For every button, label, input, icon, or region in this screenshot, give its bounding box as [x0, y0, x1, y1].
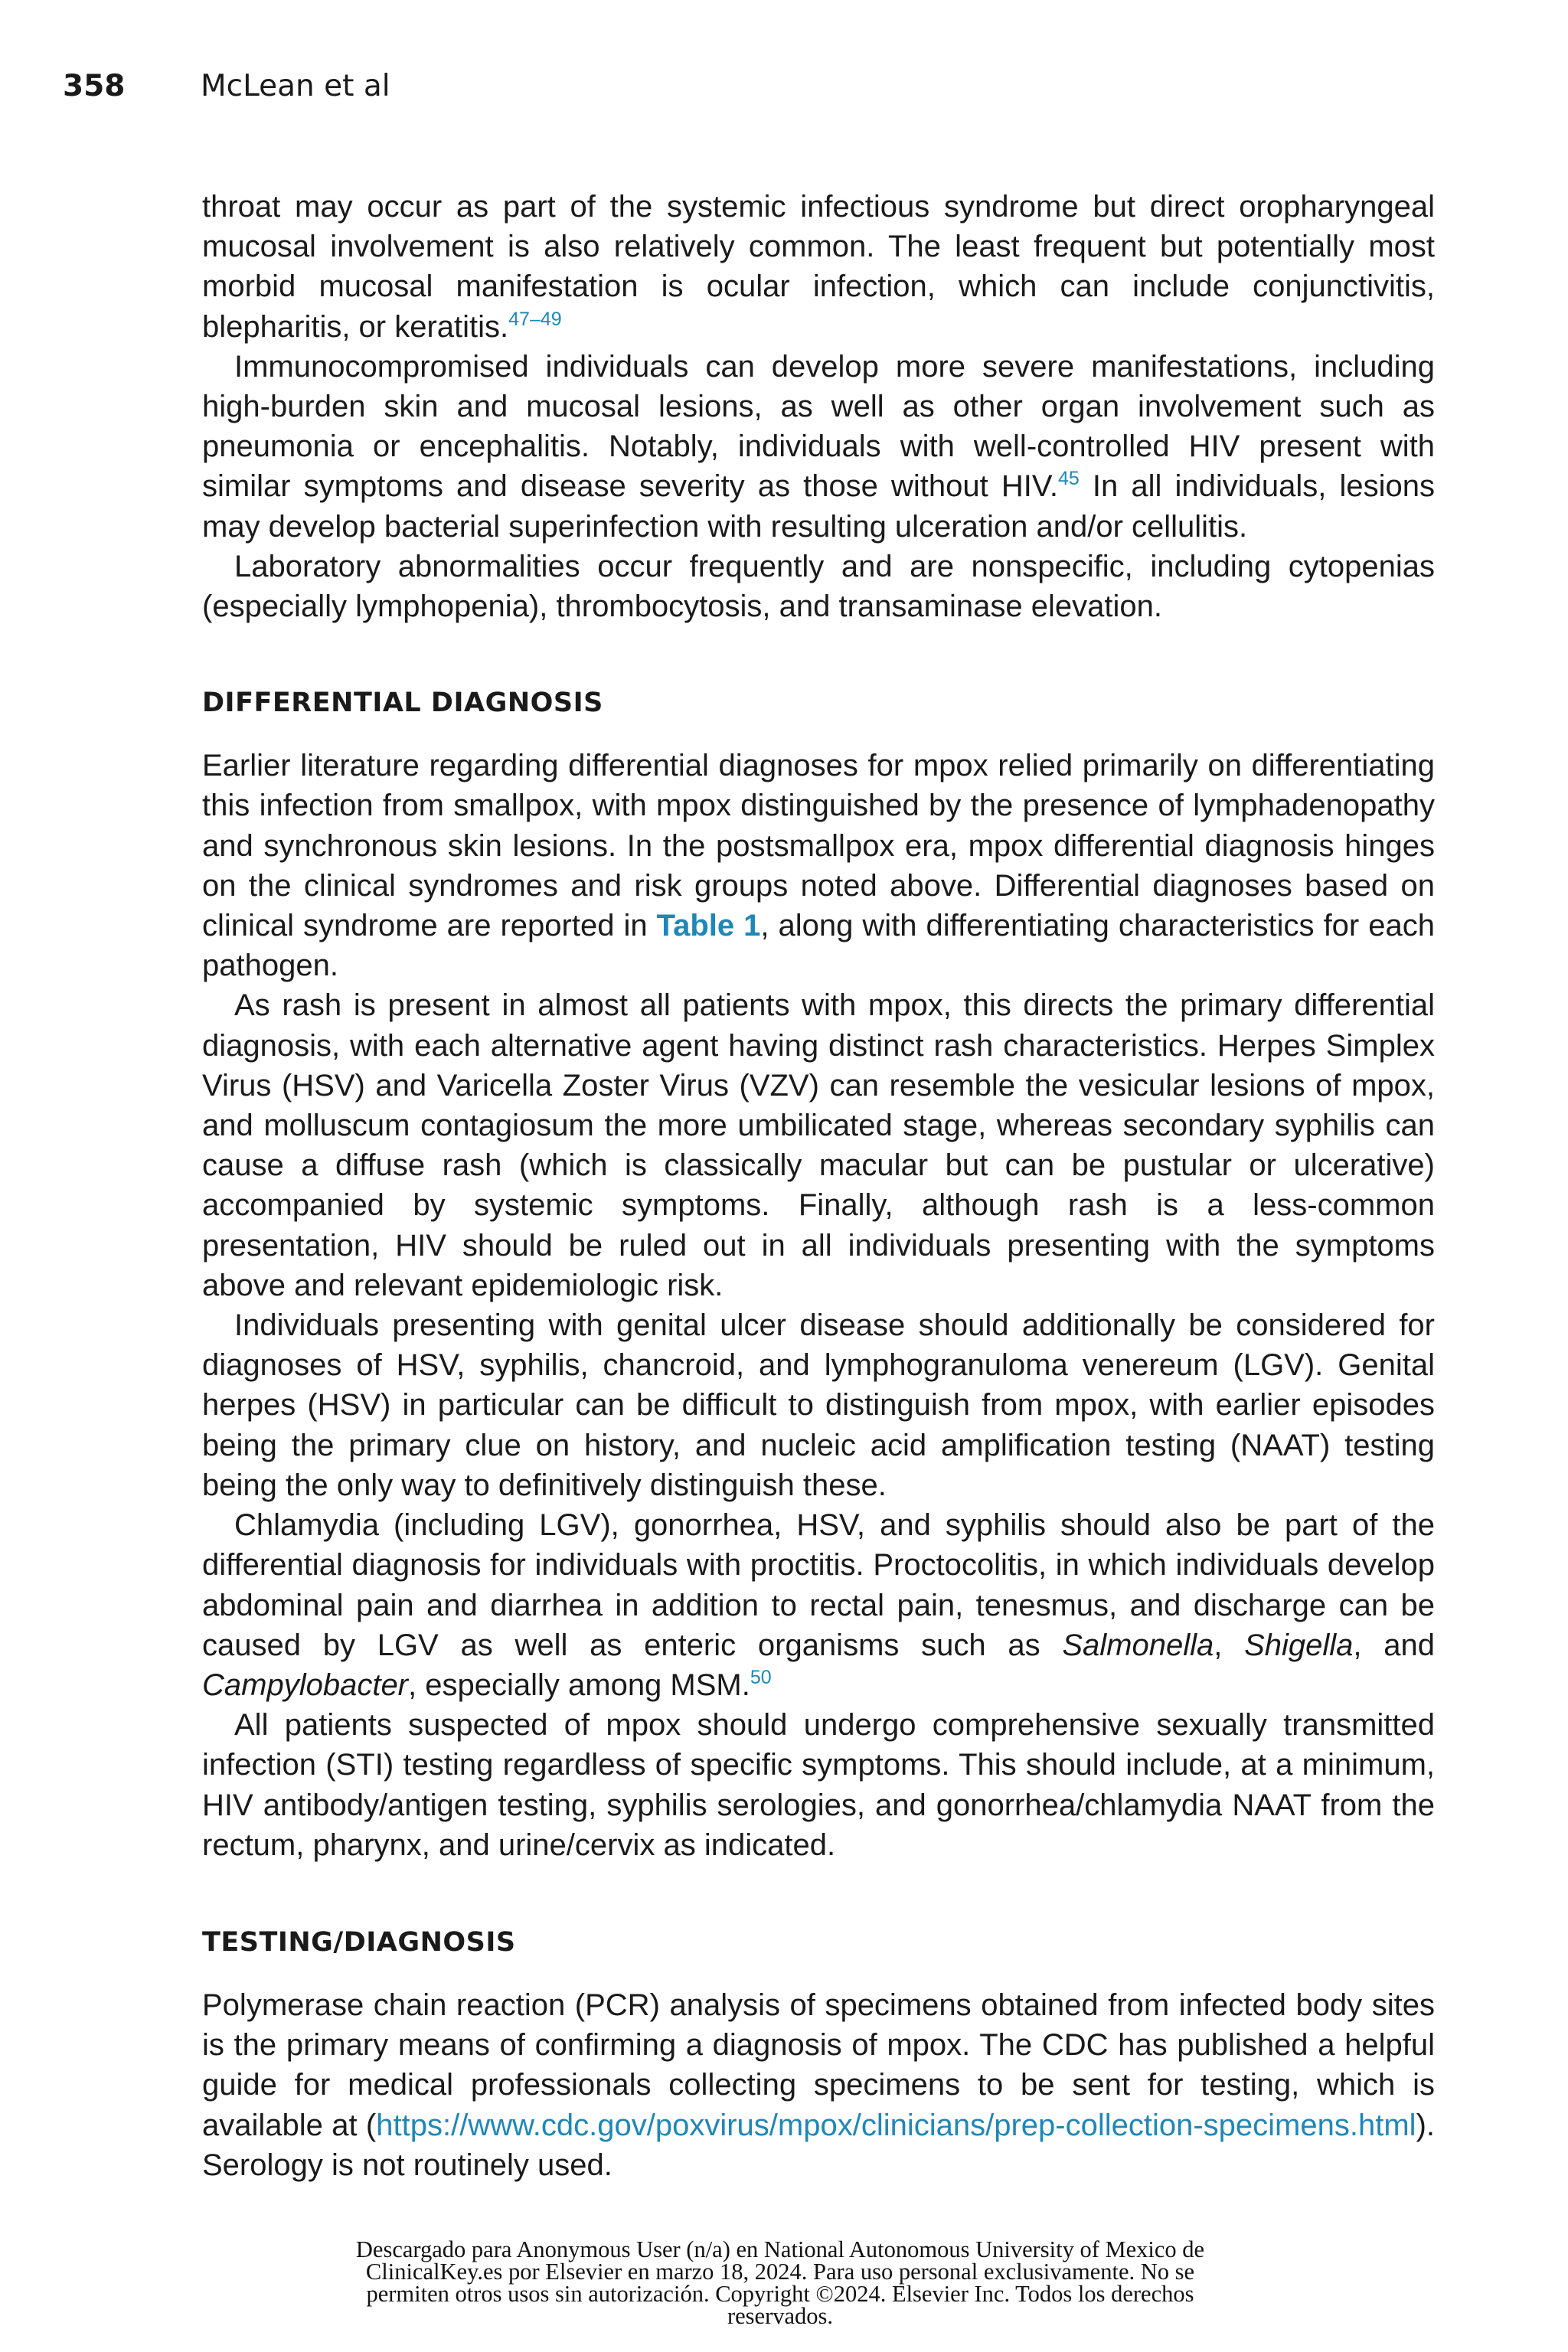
citation-50[interactable]: 50 [750, 1666, 772, 1688]
paragraph-sti-testing: All patients suspected of mpox should undergo comprehensive sexually transmitted infection (STI) testing regardless of specific symptoms. This should include, at a minimum, HIV antibody/antigen testing, syphilis serologies, and gonorrhea/chlamydia NAAT from the rectum, pharynx, and urine/cervix as indicated. [202, 1708, 1435, 1862]
section-heading-differential-diagnosis: DIFFERENTIAL DIAGNOSIS [202, 688, 603, 719]
organism-salmonella: Salmonella [1062, 1628, 1214, 1662]
paragraph-proctitis: Chlamydia (including LGV), gonorrhea, HSV, and syphilis should also be part of the differential diagnosis for individuals with proctitis. Proctocolitis, in which individuals develop abdominal pain and diarrhea in addition to rectal pain, tenesmus, and discharge can be caused by LGV as well as enteric organisms such as Salmonella, Shigella, and Campylobacter, especially among MSM.$^{50}$ [202, 1508, 1436, 1702]
table-1-link[interactable]: Table 1 [656, 909, 761, 943]
download-notice [279, 2236, 1282, 2329]
organism-campylobacter: Campylobacter [202, 1668, 409, 1702]
paragraph-ocular-infection: throat may occur as part of the systemic infectious syndrome but direct oropharyngeal mucosal involvement is also relatively common. The least frequent but potentially most morbid mucosal manifestation is ocular infection, which can include conjunctivitis, blepharitis, or keratitis.$^{47-49}$ [202, 190, 1435, 344]
citation-45[interactable]: 45 [1058, 468, 1080, 490]
page-number: 358 [63, 68, 126, 103]
cdc-specimen-guide-link[interactable]: https://www.cdc.gov/poxvirus/mpox/clinicians/prep-collection-​specimens.html [376, 2108, 1416, 2142]
download-notice-line: Descargado para Anonymous User (n/a) en National Autonomous University of Mexico de [355, 2236, 1205, 2262]
paragraph-laboratory: Laboratory abnormalities occur frequently and are nonspecific, including cytopenias (especially lymphopenia), thrombocytosis, and transaminase elevation. [202, 549, 1435, 624]
citation-47-49[interactable]: 47–49 [508, 308, 562, 330]
organism-shigella: Shigella [1244, 1628, 1354, 1662]
paragraph-pcr: Polymerase chain reaction (PCR) analysis of specimens obtained from infected body sites is the primary means of confirming a diagnosis of mpox. The CDC has published a helpful guide for medical professionals collecting specimens to be sent for testing, which is available at (https://www.cdc.gov/poxvirus/mpox/clinicians/prep-collection-​specimens.html). Serology is not routinely used. [202, 1988, 1435, 2182]
running-head [63, 63, 390, 109]
section-heading-testing-diagnosis: TESTING/DIAGNOSIS [202, 1926, 516, 1958]
paragraph-differential-intro: Earlier literature regarding differential diagnoses for mpox relied primarily on differentiating this infection from smallpox, with mpox distinguished by the presence of lymphadenopathy and synchronous skin lesions. In the postsmallpox era, mpox differential diagnosis hinges on the clinical syndromes and risk groups noted above. Differential diagnoses based on clinical syndrome are reported in Table 1, along with differentiating characteristics for each pathogen. [202, 749, 1435, 983]
paragraph-rash: As rash is present in almost all patients with mpox, this directs the primary differential diagnosis, with each alternative agent having distinct rash characteristics. Herpes Simplex Virus (HSV) and Varicella Zoster Virus (VZV) can resemble the vesicular lesions of mpox, and molluscum contagiosum the more umbilicated stage, whereas secondary syphilis can cause a diffuse rash (which is classically macular but can be pustular or ulcerative) accompanied by systemic symptoms. Finally, although rash is a less-common presentation, HIV should be ruled out in all individuals presenting with the symptoms above and relevant epidemiologic risk. [202, 988, 1435, 1302]
article-body [202, 187, 1435, 2185]
download-notice-line: reservados. [727, 2303, 834, 2329]
running-head-authors: McLean et al [201, 68, 390, 103]
download-notice-line: permiten otros usos sin autorización. Copyright ©2024. Elsevier Inc. Todos los derechos [366, 2281, 1194, 2307]
paragraph-genital-ulcer: Individuals presenting with genital ulcer disease should additionally be considered for diagnoses of HSV, syphilis, chancroid, and lymphogranuloma venereum (LGV). Genital herpes (HSV) in particular can be difficult to distinguish from mpox, with earlier episodes being the primary clue on history, and nucleic acid amplification testing (NAAT) testing being the only way to definitively distinguish these. [202, 1308, 1435, 1502]
paragraph-immunocompromised: Immunocompromised individuals can develop more severe manifestations, including high-burden skin and mucosal lesions, as well as other organ involvement such as pneumonia or encephalitis. Notably, individuals with well-controlled HIV present with similar symptoms and disease severity as those without HIV.$^{45}$ In all individuals, lesions may develop bacterial superinfection with resulting ulceration and/or cellulitis. [202, 349, 1436, 544]
download-notice-line: ClinicalKey.es por Elsevier en marzo 18, 2024. Para uso personal exclusivamente. No se [365, 2259, 1195, 2285]
